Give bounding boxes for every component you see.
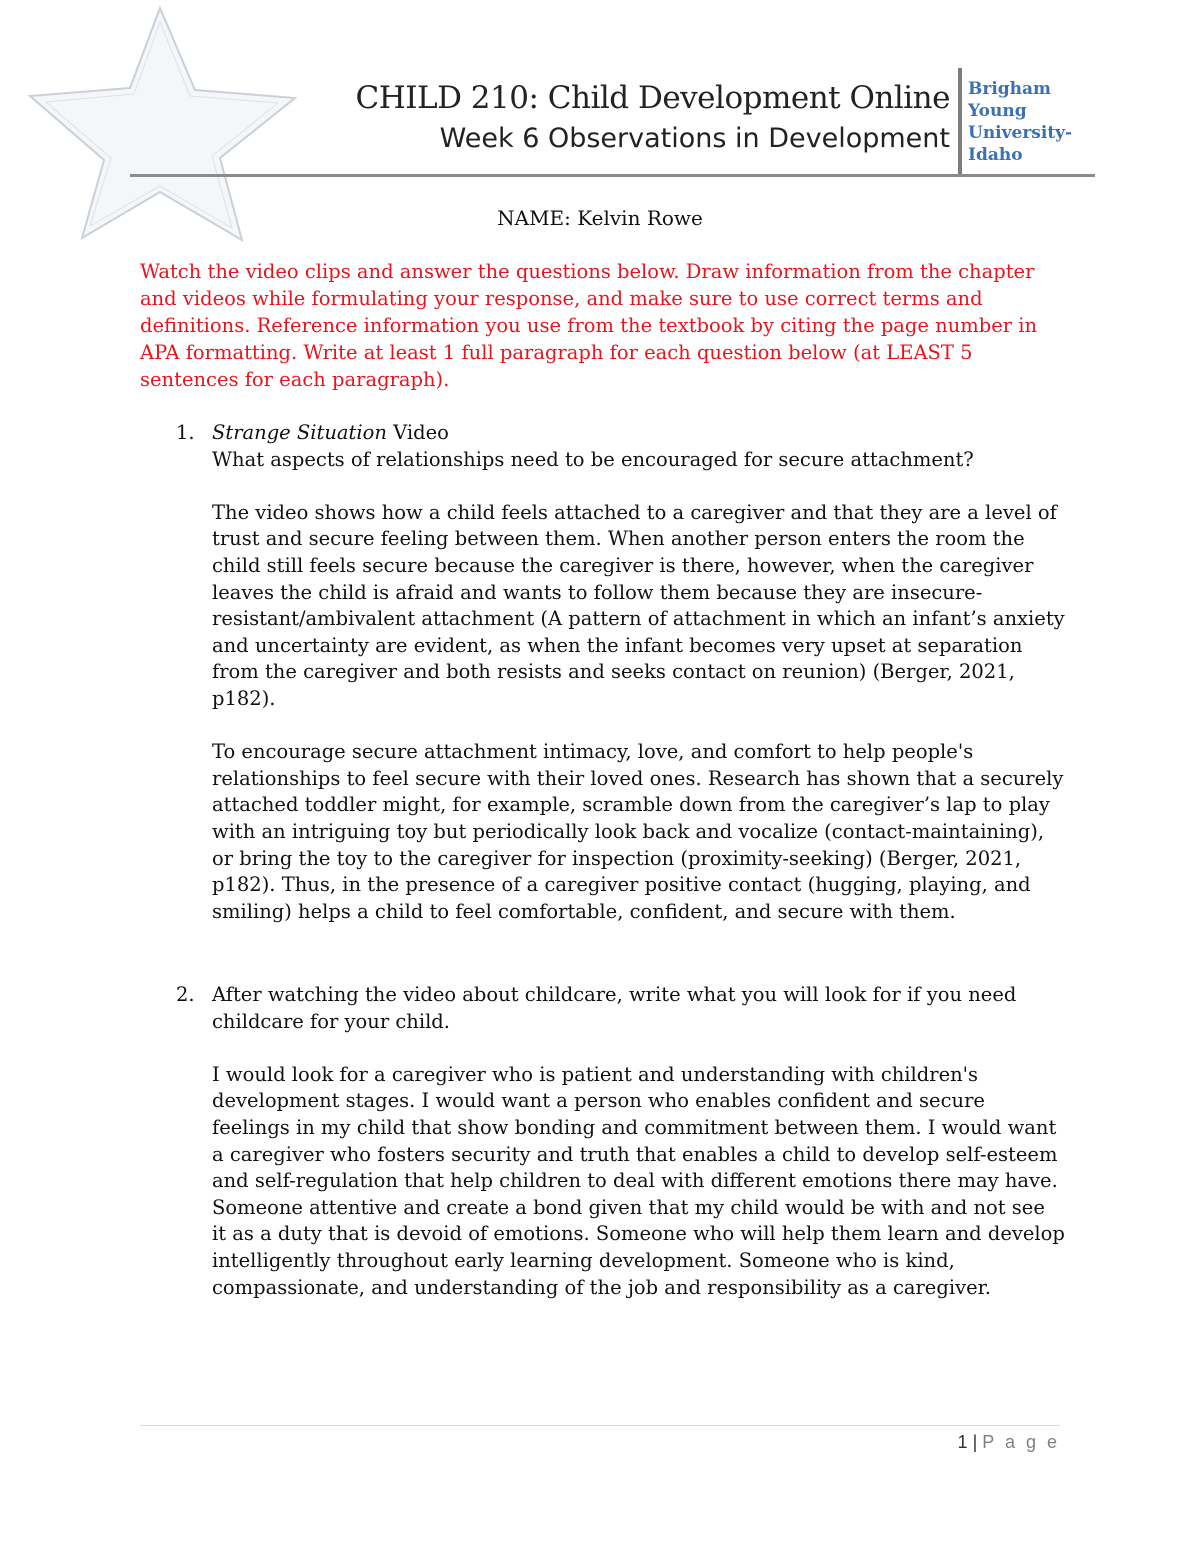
page-footer — [900, 1432, 1060, 1453]
footer-divider — [140, 1425, 1060, 1426]
question-title — [212, 420, 1065, 447]
question-number: 1. — [176, 421, 195, 444]
question-2 — [140, 982, 1065, 1301]
university-name — [968, 78, 1098, 166]
student-name: NAME: Kelvin Rowe — [497, 206, 703, 230]
assignment-instructions: Watch the video clips and answer the questions below. Draw information from the chapter and videos while formulating your response, and make sure to use correct terms and definitions. Reference information you use from the textbook by citing the page number in APA formatting. Write at least 1 full paragraph for each question below (at LEAST 5 sentences for each paragraph). — [140, 260, 1038, 391]
question-1 — [140, 420, 1065, 925]
page-number: 1 — [957, 1432, 968, 1452]
header-horizontal-divider — [130, 174, 1095, 177]
question-prompt: After watching the video about childcare, write what you will look for if you need childcare for your child. — [212, 983, 1017, 1033]
question-title-rest: Video — [386, 421, 449, 444]
university-line: University- — [968, 123, 1073, 143]
answer-paragraph: I would look for a caregiver who is patient and understanding with children's development stages. I would want a person who enables confident and secure feelings in my child that show bonding and commitment between them. I would want a caregiver who fosters security and truth that enables a child to develop self-esteem and self-regulation that help children to deal with different emotions there may have. Someone attentive and create a bond given that my child would be with and not see it as a duty that is devoid of emotions. Someone who will help them learn and develop intelligently throughout early learning development. Someone who is kind, compassionate, and understanding of the job and responsibility as a caregiver. — [212, 1062, 1065, 1299]
header-vertical-divider — [958, 68, 962, 176]
question-title-italic: Strange Situation — [212, 421, 387, 444]
university-line: Idaho — [968, 145, 1023, 165]
question-number: 2. — [176, 983, 195, 1006]
question-prompt: What aspects of relationships need to be encouraged for secure attachment? — [212, 447, 974, 471]
answer-paragraph: To encourage secure attachment intimacy, love, and comfort to help people's relationships to feel secure with their loved ones. Research has shown that a securely attached toddler might, for example, scramble down from the caregiver’s lap to play with an intriguing toy but periodically look back and vocalize (contact-maintaining), or bring the toy to the caregiver for inspection (proximity-seeking) (Berger, 2021, p182). Thus, in the presence of a caregiver positive contact (hugging, playing, and smiling) helps a child to feel comfortable, confident, and secure with them. — [212, 740, 1064, 923]
document-header — [300, 76, 950, 158]
university-line: Brigham — [968, 79, 1052, 99]
course-title: CHILD 210: Child Development Online — [355, 80, 950, 116]
page-label: P a g e — [982, 1432, 1060, 1452]
week-title: Week 6 Observations in Development — [439, 123, 950, 154]
answer-paragraph: The video shows how a child feels attached to a caregiver and that they are a level of trust and secure feeling between them. When another person enters the room the child still feels secure because the caregiver is there, however, when the caregiver leaves the child is afraid and wants to follow them because they are insecure-resistant/ambivalent attachment (A pattern of attachment in which an infant’s anxiety and uncertainty are evident, as when the infant becomes very upset at separation from the caregiver and both resists and seeks contact on reunion) (Berger, 2021, p182). — [212, 500, 1065, 710]
university-line: Young — [968, 101, 1027, 121]
footer-separator: | — [972, 1432, 978, 1452]
